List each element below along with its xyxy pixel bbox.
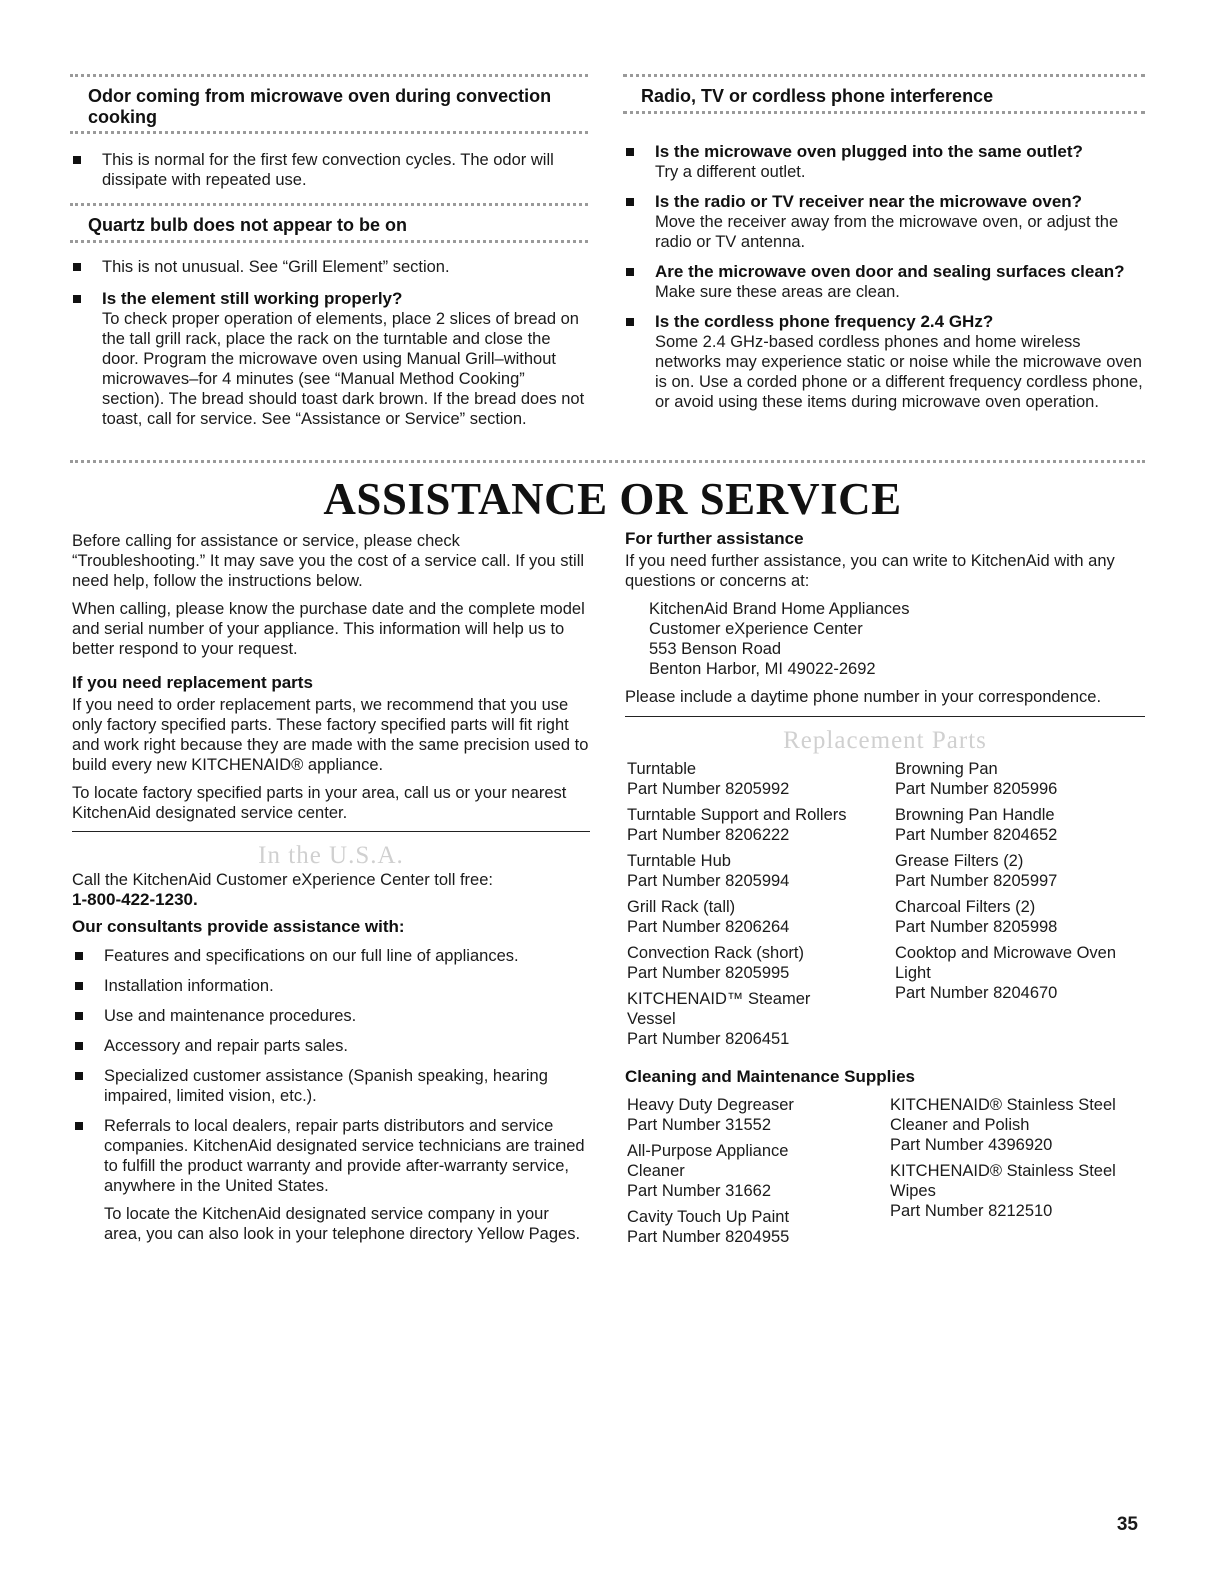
call-text: Call the KitchenAid Customer eXperience Center toll free:	[72, 871, 493, 889]
cleaning-list-right	[890, 1095, 1145, 1227]
parts-heading: Replacement Parts	[783, 727, 987, 754]
answer-text: To check proper operation of elements, place 2 slices of bread on the tall grill rack, place the rack on the turntable and close the door. Program the microwave oven using Manual Grill–without microwaves–for 4 minutes (see “Manual Method Cooking” section). The bread should toast dark brown. If the bread does not toast, call for service. See “Assistance or Service” section.	[102, 310, 585, 428]
replacement-heading: If you need replacement parts	[72, 673, 313, 692]
parts-list-left	[627, 759, 892, 1055]
page-title: ASSISTANCE OR SERVICE	[323, 474, 902, 524]
part-item: Turntable Support and Rollers Part Number 8206222	[627, 806, 847, 844]
part-item: All-Purpose Appliance Cleaner Part Number 31662	[627, 1142, 789, 1200]
part-item: Grill Rack (tall) Part Number 8206264	[627, 898, 790, 936]
part-item: Browning Pan Part Number 8205996	[895, 760, 1058, 798]
radio-item	[623, 262, 1148, 302]
answer-text: Some 2.4 GHz-based cordless phones and home wireless networks may experience static or noise while the microwave oven is on. Use a corded phone or a different frequency cordless phone, or avoid using these items during microwave oven operation.	[655, 333, 1143, 411]
troubleshoot-left	[70, 86, 590, 438]
further-heading: For further assistance	[625, 529, 804, 548]
part-item: Cavity Touch Up Paint Part Number 8204955	[627, 1208, 790, 1246]
part-item: Browning Pan Handle Part Number 8204652	[895, 806, 1058, 844]
part-item: KITCHENAID® Stainless Steel Wipes Part Number 8212510	[890, 1162, 1116, 1220]
part-item: Charcoal Filters (2) Part Number 8205998	[895, 898, 1058, 936]
list-item: Accessory and repair parts sales.	[72, 1036, 590, 1056]
divider	[623, 74, 1145, 77]
part-item: KITCHENAID™ Steamer Vessel Part Number 8206451	[627, 990, 811, 1048]
odor-item: This is normal for the first few convection cycles. The odor will dissipate with repeated use.	[70, 150, 590, 190]
quartz-item: This is not unusual. See “Grill Element” section.	[70, 257, 590, 277]
question-text: Are the microwave oven door and sealing surfaces clean?	[655, 262, 1125, 281]
radio-item	[623, 192, 1148, 252]
part-item: Turntable Hub Part Number 8205994	[627, 852, 790, 890]
question-text: Is the cordless phone frequency 2.4 GHz?	[655, 312, 994, 331]
odor-heading: Odor coming from microwave oven during convection cooking	[88, 86, 552, 127]
yellow-pages-text: To locate the KitchenAid designated service company in your area, you can also look in your telephone directory Yellow Pages.	[104, 1205, 581, 1243]
part-item: Cooktop and Microwave Oven Light Part Number 8204670	[895, 944, 1117, 1002]
address-line: KitchenAid Brand Home Appliances	[649, 600, 910, 618]
assistance-left	[72, 531, 590, 1244]
intro-paragraph: When calling, please know the purchase date and the complete model and serial number of your appliance. This information will help us to better respond to your request.	[72, 600, 585, 658]
divider	[72, 831, 590, 832]
assistance-right	[625, 531, 1145, 1245]
replacement-text: If you need to order replacement parts, we recommend that you use only factory specified parts. These factory specified parts will fit right and work right because they are made with the same precision used to build every new KITCHENAID® appliance.	[72, 696, 589, 774]
cleaning-list-left	[627, 1095, 842, 1253]
question-text: Is the radio or TV receiver near the microwave oven?	[655, 192, 1083, 211]
radio-item	[623, 312, 1148, 412]
list-item: Referrals to local dealers, repair parts distributors and service companies. KitchenAid designated service technicians are trained to fulfill the product warranty and provide after-warranty service, anywhere in the United States.	[72, 1116, 590, 1196]
question-text: Is the microwave oven plugged into the same outlet?	[655, 142, 1083, 161]
answer-text: Move the receiver away from the microwave oven, or adjust the radio or TV antenna.	[655, 213, 1119, 251]
list-item: Installation information.	[72, 976, 590, 996]
parts-list-right	[895, 759, 1143, 1009]
locate-text: To locate factory specified parts in your area, call us or your nearest KitchenAid designated service center.	[72, 784, 567, 822]
divider	[70, 74, 588, 77]
address-line: Benton Harbor, MI 49022-2692	[649, 660, 876, 678]
quartz-question	[70, 289, 590, 429]
part-item: Convection Rack (short) Part Number 8205995	[627, 944, 804, 982]
troubleshoot-right	[623, 86, 1148, 421]
part-item: Grease Filters (2) Part Number 8205997	[895, 852, 1058, 890]
quartz-heading: Quartz bulb does not appear to be on	[88, 215, 408, 235]
divider	[70, 460, 1145, 463]
usa-heading: In the U.S.A.	[258, 842, 404, 869]
divider	[625, 716, 1145, 717]
cleaning-heading: Cleaning and Maintenance Supplies	[625, 1067, 915, 1086]
answer-text: Try a different outlet.	[655, 163, 806, 181]
question-text: Is the element still working properly?	[102, 289, 403, 308]
part-item: Heavy Duty Degreaser Part Number 31552	[627, 1096, 794, 1134]
part-item: KITCHENAID® Stainless Steel Cleaner and Polish Part Number 4396920	[890, 1096, 1116, 1154]
further-text: If you need further assistance, you can write to KitchenAid with any questions or concerns at:	[625, 552, 1115, 590]
list-item: Features and specifications on our full line of appliances.	[72, 946, 590, 966]
part-item: Turntable Part Number 8205992	[627, 760, 790, 798]
address-line: 553 Benson Road	[649, 640, 782, 658]
answer-text: Make sure these areas are clean.	[655, 283, 900, 301]
intro-paragraph: Before calling for assistance or service, please check “Troubleshooting.” It may save you the cost of a service call. If you still need help, follow the instructions below.	[72, 532, 585, 590]
address-line: Customer eXperience Center	[649, 620, 863, 638]
daytime-text: Please include a daytime phone number in your correspondence.	[625, 688, 1102, 706]
radio-item	[623, 142, 1148, 182]
list-item: Use and maintenance procedures.	[72, 1006, 590, 1026]
phone-number: 1-800-422-1230.	[72, 890, 198, 909]
consultants-heading: Our consultants provide assistance with:	[72, 917, 405, 936]
mailing-address	[625, 599, 1145, 679]
radio-heading: Radio, TV or cordless phone interference	[641, 86, 994, 106]
page-number: 35	[1116, 1514, 1138, 1535]
list-item: Specialized customer assistance (Spanish speaking, hearing impaired, limited vision, etc.).	[72, 1066, 590, 1106]
